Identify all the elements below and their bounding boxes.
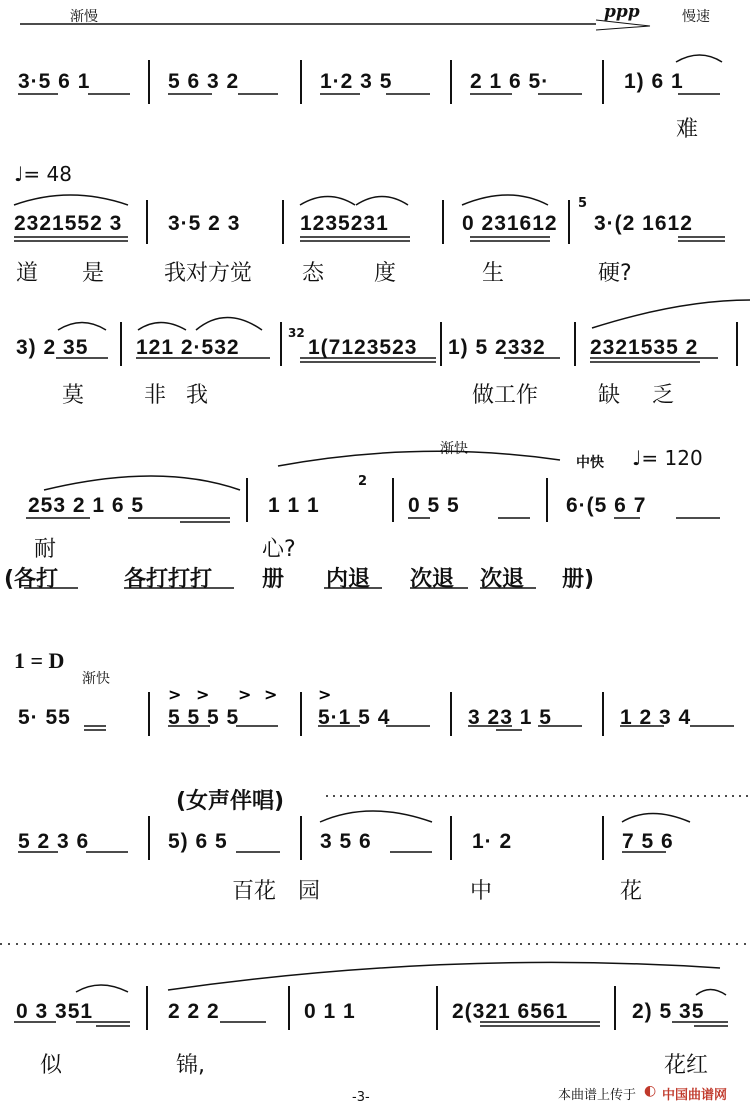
lyric: 花 (620, 879, 643, 904)
measure: 2) 5 35 (632, 1000, 705, 1023)
measure: 1·2 3 5 (320, 70, 393, 93)
tempo-marking-moderate-fast: 中快 (576, 455, 604, 471)
measure: 5) 6 5 (168, 830, 228, 853)
grace-note: 32 (288, 326, 305, 340)
dynamic-marking: ppp (604, 2, 640, 22)
grace-note: 2 (358, 474, 368, 489)
measure: 3·(2 1612 (594, 212, 693, 235)
page-number: -3- (352, 1090, 370, 1105)
lyric: 莫 (62, 383, 85, 408)
bar-line (246, 478, 248, 522)
bar-line (736, 322, 738, 366)
bar-line (300, 816, 302, 860)
tempo-marking-accel: 渐快 (440, 441, 468, 457)
upload-note: 本曲谱上传于 (558, 1088, 637, 1103)
bar-line (280, 322, 282, 366)
bar-line (288, 986, 290, 1030)
bar-line (602, 692, 604, 736)
percussion-syllable: 内退 (326, 567, 371, 592)
svg-text:>: > (318, 685, 332, 704)
svg-text:>: > (196, 685, 210, 704)
svg-text:>: > (264, 685, 278, 704)
bar-line (450, 60, 452, 104)
measure: 0 3 351 (16, 1000, 94, 1023)
lyric: 中 (470, 879, 493, 904)
measure: 1 2 3 4 (620, 706, 692, 729)
bar-line (450, 692, 452, 736)
measure: 1235231 (300, 212, 389, 235)
lyric: 缺 (598, 383, 621, 408)
measure: 0 1 1 (304, 1000, 356, 1023)
percussion-syllable: 各打打打 (124, 567, 213, 592)
bar-line (392, 478, 394, 522)
lyric: 生 (482, 261, 505, 286)
measure: 5· 55 (18, 706, 71, 729)
tempo-marking: ♩= 48 (14, 162, 72, 186)
measure: 3·5 6 1 (18, 70, 91, 93)
lyric: 心? (262, 537, 296, 562)
measure: 3) 2 35 (16, 336, 89, 359)
grace-note: 5 (578, 196, 588, 211)
lyric: 园 (298, 879, 321, 904)
lyric: 我对方觉 (164, 261, 253, 286)
percussion-syllable: 册 (262, 567, 285, 592)
measure: 7 5 6 (622, 830, 674, 853)
lyric: 非 (144, 383, 167, 408)
key-signature: 1 = D (14, 648, 65, 673)
measure: 5 5 5 5 (168, 706, 240, 729)
measure: 2321552 3 (14, 212, 123, 235)
lyric: 乏 (652, 383, 675, 408)
measure: 0 231612 (462, 212, 558, 235)
lyric: 难 (676, 117, 699, 142)
measure: 6·(5 6 7 (566, 494, 647, 517)
measure: 5·1 5 4 (318, 706, 391, 729)
site-name[interactable]: 中国曲谱网 (662, 1088, 728, 1103)
lyric: 硬? (598, 261, 632, 286)
bar-line (146, 200, 148, 244)
lyric: 我 (186, 383, 209, 408)
bar-line (574, 322, 576, 366)
measure: 121 2·532 (136, 336, 240, 359)
bar-line (442, 200, 444, 244)
measure: 1 1 1 (268, 494, 320, 517)
lyric: 似 (40, 1053, 63, 1078)
bar-line (602, 816, 604, 860)
lyric: 锦, (176, 1053, 205, 1078)
bar-line (602, 60, 604, 104)
lyric: 度 (374, 261, 397, 286)
measure: 3·5 2 3 (168, 212, 241, 235)
bar-line (300, 692, 302, 736)
tempo-marking: ♩= 120 (632, 446, 703, 470)
lyric: 百花 (232, 879, 277, 904)
bar-line (436, 986, 438, 1030)
measure: 3 5 6 (320, 830, 372, 853)
measure: 5 2 3 6 (18, 830, 90, 853)
bar-line (282, 200, 284, 244)
measure: 1(7123523 (308, 336, 418, 359)
bar-line (146, 986, 148, 1030)
percussion-syllable: 册) (562, 567, 595, 592)
bar-line (120, 322, 122, 366)
measure: 3 23 1 5 (468, 706, 552, 729)
bar-line (148, 816, 150, 860)
measure: 1) 5 2332 (448, 336, 546, 359)
bar-line (546, 478, 548, 522)
tempo-marking-slow: 渐慢 (70, 9, 98, 25)
measure: 5 6 3 2 (168, 70, 240, 93)
lyric: 态 (302, 261, 325, 286)
lyric: 耐 (34, 537, 57, 562)
percussion-syllable: (各打 (4, 567, 59, 592)
measure: 0 5 5 (408, 494, 460, 517)
measure: 1· 2 (472, 830, 513, 853)
lyric: 道 (16, 261, 39, 286)
bar-line (300, 60, 302, 104)
svg-text:>: > (238, 685, 252, 704)
tempo-marking-accel: 渐快 (82, 671, 110, 687)
bar-line (568, 200, 570, 244)
measure: 2321535 2 (590, 336, 699, 359)
lyric: 是 (82, 261, 105, 286)
bar-line (450, 816, 452, 860)
bar-line (148, 60, 150, 104)
lyric: 做工作 (472, 383, 539, 408)
measure: 1) 6 1 (624, 70, 684, 93)
tempo-marking-right: 慢速 (682, 9, 710, 25)
bar-line (148, 692, 150, 736)
bar-line (614, 986, 616, 1030)
lyric: 花红 (664, 1053, 709, 1078)
measure: 2 2 2 (168, 1000, 220, 1023)
measure: 2(321 6561 (452, 1000, 569, 1023)
bar-line (440, 322, 442, 366)
vocal-accompaniment-note: (女声伴唱) (176, 789, 285, 814)
svg-text:>: > (168, 685, 182, 704)
percussion-syllable: 次退 (410, 567, 455, 592)
percussion-syllable: 次退 (480, 567, 525, 592)
measure: 253 2 1 6 5 (28, 494, 145, 517)
site-logo-icon: ◐ (644, 1083, 657, 1099)
measure: 2 1 6 5· (470, 70, 550, 93)
